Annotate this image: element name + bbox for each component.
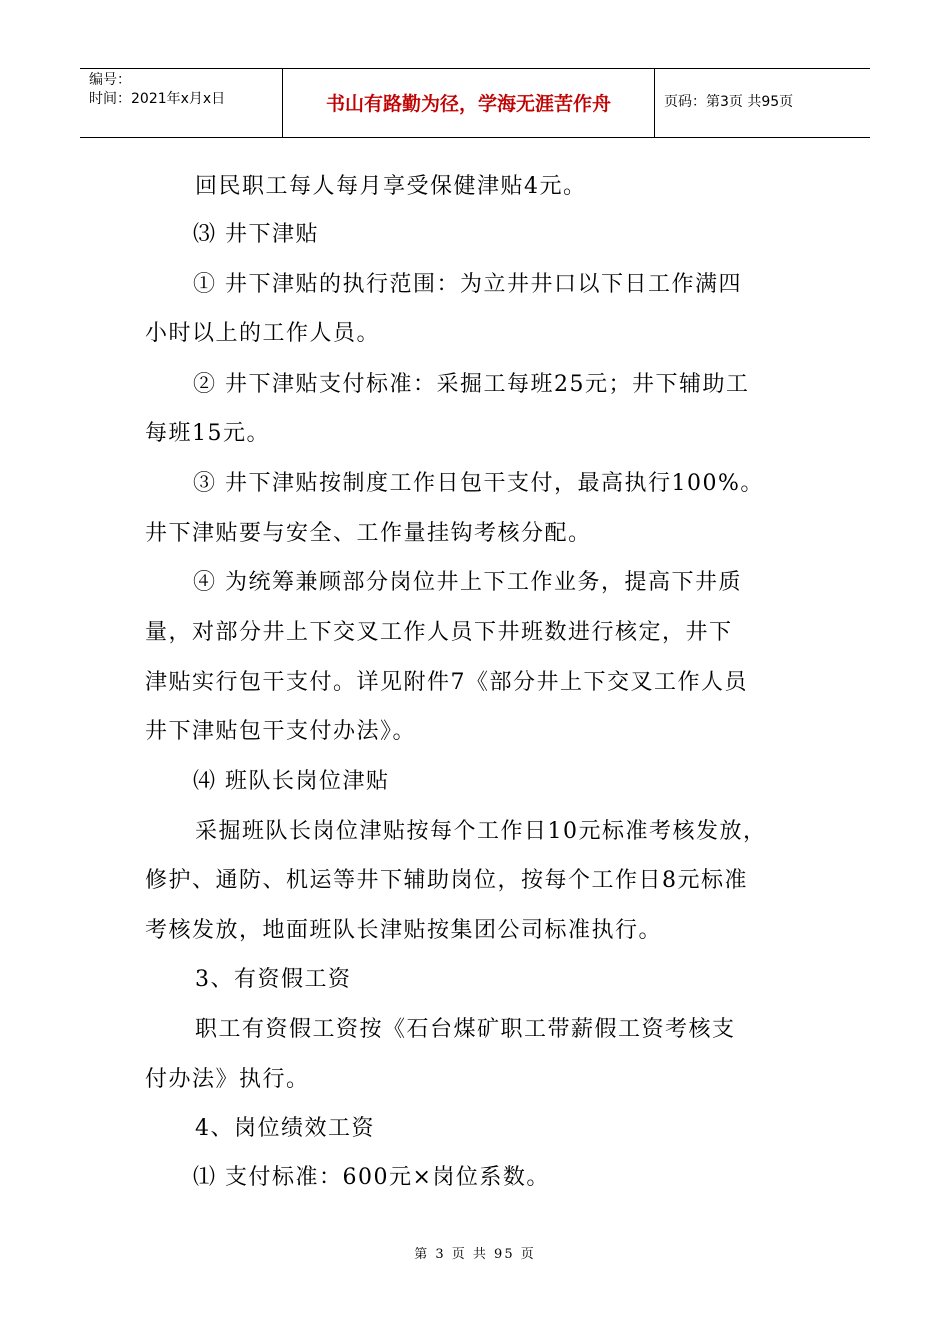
header-meta-cell (80, 69, 283, 137)
section-heading: 4、岗位绩效工资 (195, 1116, 375, 1141)
header-page-cell (655, 69, 870, 137)
header-motto-cell (283, 69, 655, 137)
body-line: 采掘班队长岗位津贴按每个工作日10元标准考核发放， (195, 819, 767, 844)
header-page-info: 页码：第3页 共95页 (664, 94, 794, 110)
body-line: 量，对部分井上下交叉工作人员下井班数进行核定，井下 (145, 620, 733, 645)
body-line: 付办法》执行。 (145, 1067, 310, 1092)
section-heading: ⑶ 井下津贴 (193, 222, 319, 247)
document-number-label: 编号： (89, 72, 131, 88)
body-line: 津贴实行包干支付。详见附件7《部分井上下交叉工作人员 (145, 670, 748, 695)
body-line: 回民职工每人每月享受保健津贴4元。 (195, 174, 587, 199)
body-line: ① 井下津贴的执行范围：为立井井口以下日工作满四 (193, 272, 742, 297)
body-line: 修护、通防、机运等井下辅助岗位，按每个工作日8元标准 (145, 868, 748, 893)
body-line: ③ 井下津贴按制度工作日包干支付，最高执行100%。 (193, 471, 764, 496)
body-line: 井下津贴要与安全、工作量挂钩考核分配。 (145, 521, 592, 546)
header-motto: 书山有路勤为径，学海无涯苦作舟 (325, 93, 611, 115)
body-line: ② 井下津贴支付标准：采掘工每班25元；井下辅助工 (193, 372, 750, 397)
section-heading: ⑷ 班队长岗位津贴 (193, 769, 390, 794)
body-line: ④ 为统筹兼顾部分岗位井上下工作业务，提高下井质 (193, 570, 742, 595)
body-line: 井下津贴包干支付办法》。 (145, 719, 417, 744)
page-header (80, 68, 870, 138)
body-line: 每班15元。 (145, 421, 270, 446)
document-time-label: 时间：2021年x月x日 (89, 91, 226, 107)
body-line: ⑴ 支付标准：600元×岗位系数。 (193, 1165, 550, 1190)
section-heading: 3、有资假工资 (195, 967, 352, 992)
body-line: 职工有资假工资按《石台煤矿职工带薪假工资考核支 (195, 1017, 736, 1042)
page-footer: 第 3 页 共 95 页 (414, 1247, 536, 1262)
body-line: 考核发放，地面班队长津贴按集团公司标准执行。 (145, 918, 663, 943)
body-line: 小时以上的工作人员。 (145, 321, 381, 346)
